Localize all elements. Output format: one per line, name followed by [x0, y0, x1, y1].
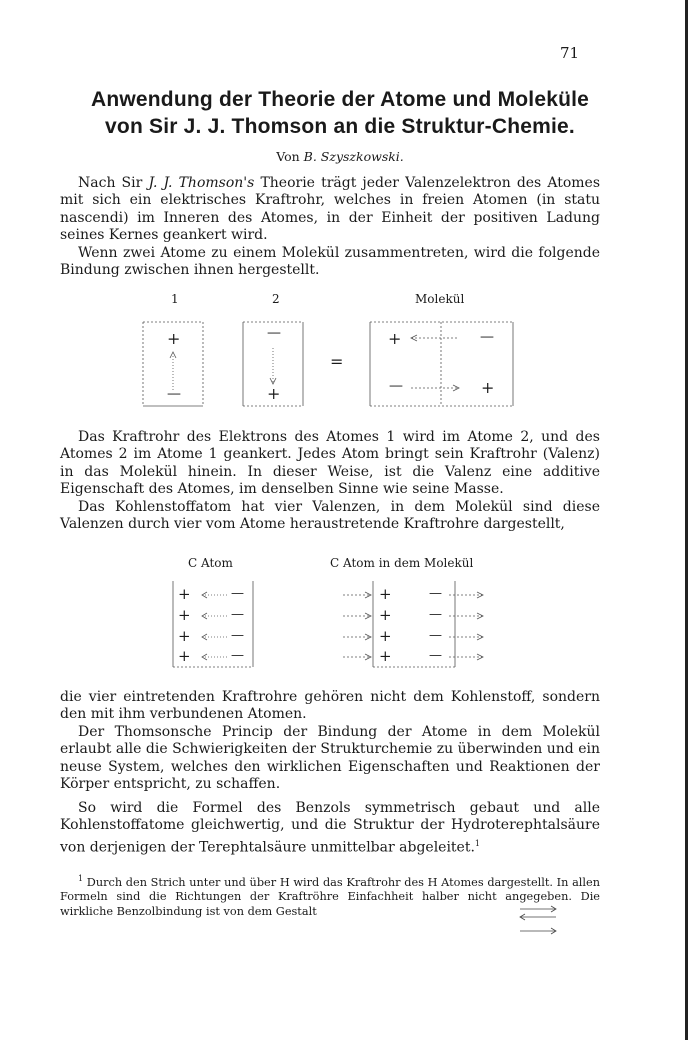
author-name: B. Szyszkowski. — [303, 149, 404, 164]
paragraph-5: die vier eintretenden Kraftrohre gehören nicht dem Kohlenstoff, sondern den mit ihm verbundenen Atomen. — [60, 689, 600, 723]
fig2-mol-minus-3: — — [429, 628, 442, 643]
fig2-atom-minus-2: — — [231, 607, 244, 622]
page-number: 71 — [560, 44, 580, 62]
fig2-label-c-molecule: C Atom in dem Molekül — [330, 556, 474, 570]
fig2-atom-minus-4: — — [231, 648, 244, 663]
fig1-mol-minus-right: — — [480, 329, 494, 345]
author-line — [40, 149, 640, 164]
fig2-mol-plus-2: + — [379, 606, 392, 624]
figure-1 — [135, 292, 525, 412]
fig1-label-molecule: Molekül — [415, 292, 465, 306]
fig2-mol-plus-3: + — [379, 627, 392, 645]
paragraph-2: Wenn zwei Atome zu einem Molekül zusammentreten, wird die folgende Bindung zwischen ihnen hergestellt. — [60, 244, 600, 279]
footnote-ref[interactable]: 1 — [474, 838, 481, 848]
title-line-1: Anwendung der Theorie der Atome und Moleküle — [90, 88, 590, 111]
paragraph-1 — [60, 175, 600, 245]
title-line-2: von Sir J. J. Thomson an die Struktur-Chemie. — [105, 115, 575, 138]
lower-block — [60, 689, 600, 793]
fig2-atom-plus-4: + — [178, 647, 191, 665]
fig2-mol-plus-4: + — [379, 647, 392, 665]
fig1-atom2-plus: + — [267, 384, 281, 403]
footnote-arrows — [518, 903, 560, 937]
p1-start: Nach Sir — [78, 175, 143, 191]
author-prefix: Von — [276, 149, 300, 164]
fig1-equals: = — [330, 352, 344, 371]
p1-name: J. J. Thomson's — [148, 175, 255, 191]
fig2-atom-plus-2: + — [178, 606, 191, 624]
fig1-atom1-plus: + — [167, 329, 181, 348]
fig2-mol-plus-1: + — [379, 585, 392, 603]
fig2-mol-minus-1: — — [429, 586, 442, 601]
fig2-diagram — [165, 553, 525, 673]
fig2-atom-minus-1: — — [231, 586, 244, 601]
fig2-mol-minus-2: — — [429, 607, 442, 622]
fig2-atom-plus-3: + — [178, 627, 191, 645]
fig2-label-c-atom: C Atom — [188, 556, 233, 570]
final-block — [60, 800, 600, 857]
footnote-text: Durch den Strich unter und über H wird das Kraftrohr des H Atomes dargestellt. In allen Formeln sind die Richtungen der Kraftröhre Einfachheit halber nicht angegeben. Die wirkliche Benzolbindung ist von dem Gestalt — [60, 875, 600, 918]
paragraph-6: Der Thomsonsche Princip der Bindung der Atome in dem Molekül erlaubt alle die Schwierigkeiten der Strukturchemie zu überwinden und ein neuse System, welches den wirklichen Eigenschaften und Reaktionen der Körper entspricht, zu schaffen. — [60, 723, 600, 793]
fig2-atom-plus-1: + — [178, 585, 191, 603]
intro-block — [60, 175, 600, 279]
p1-rest: Theorie trägt jeder Valenzelektron des Atomes mit sich ein elektrisches Kraftrohr, welches in freien Atomen (in statu nascendi) im Inneren des Atomes, in der Einheit der positiven Ladung seines Kernes geankert wird. — [60, 175, 601, 244]
paragraph-7-text: So wird die Formel des Benzols symmetrisch gebaut und alle Kohlenstoffatome gleichwertig, und die Struktur der Hydroterephtalsäure von derjenigen der Terephtalsäure unmittelbar abgeleitet. — [60, 800, 600, 856]
fig1-mol-plus-right: + — [481, 378, 495, 397]
fig1-mol-plus-left: + — [388, 329, 402, 348]
fig1-atom2-minus: — — [267, 325, 281, 341]
fig1-atom1-minus: — — [167, 386, 181, 402]
fig2-mol-minus-4: — — [429, 648, 442, 663]
footnote-marker: 1 — [78, 874, 84, 883]
middle-block — [60, 429, 600, 533]
paragraph-3: Das Kraftrohr des Elektrons des Atomes 1 wird im Atome 2, und des Atomes 2 im Atome 1 geankert. Jedes Atom bringt sein Kraftrohr (Valenz) in das Molekül hinein. In dieser Weise, ist die Valenz eine additive Eigenschaft des Atomes, im denselben Sinne wie seine Masse. — [60, 429, 600, 498]
figure-2 — [165, 553, 525, 673]
fig1-label-atom2: 2 — [272, 292, 280, 306]
fig1-label-atom1: 1 — [171, 292, 179, 306]
fig1-mol-minus-left: — — [389, 378, 403, 394]
paragraph-7 — [60, 800, 600, 857]
paragraph-4: Das Kohlenstoffatom hat vier Valenzen, in dem Molekül sind diese Valenzen durch vier vom Atome heraustretende Kraftrohre dargestellt, — [60, 498, 600, 533]
fig2-atom-minus-3: — — [231, 628, 244, 643]
